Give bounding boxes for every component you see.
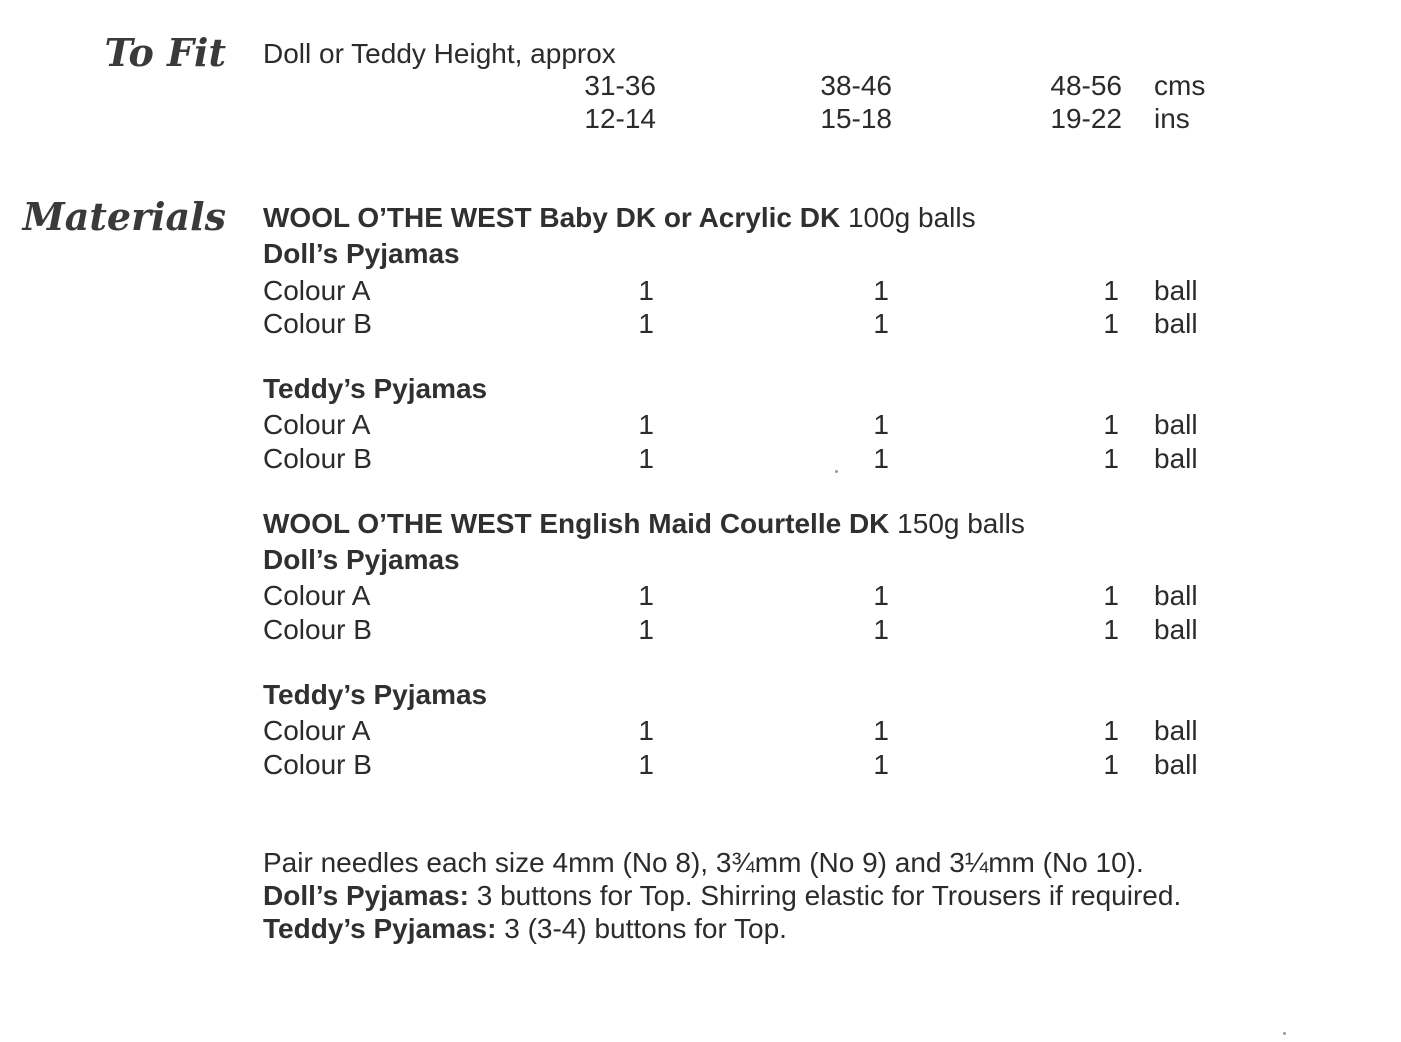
size-in-2: 15-18 <box>820 103 892 134</box>
yarn2-teddy-b-label: Colour B <box>263 749 372 780</box>
yarn2-teddy-b-v2: 1 <box>873 749 889 780</box>
yarn2-doll-b-v3: 1 <box>1103 614 1119 645</box>
yarn2-teddy-a-v3: 1 <box>1103 715 1119 746</box>
size-in-3: 19-22 <box>1050 103 1122 134</box>
yarn1-doll-b-v3: 1 <box>1103 308 1119 339</box>
materials-heading: Materials <box>22 194 226 239</box>
yarn2-teddy-a-unit: ball <box>1154 715 1198 746</box>
yarn2-doll-a-unit: ball <box>1154 580 1198 611</box>
yarn1-teddy-b-v3: 1 <box>1103 443 1119 474</box>
yarn1-weight: 100g balls <box>840 202 976 233</box>
yarn2-doll-a-v1: 1 <box>638 580 654 611</box>
unit-cm: cms <box>1154 70 1206 101</box>
doll-buttons-note <box>263 882 1181 910</box>
yarn1-teddy-title: Teddy’s Pyjamas <box>263 373 488 404</box>
yarn1-doll-a-label: Colour A <box>263 275 371 306</box>
yarn1-teddy-b-v1: 1 <box>638 443 654 474</box>
yarn1-teddy-a-unit: ball <box>1154 409 1198 440</box>
yarn1-teddy-a-v3: 1 <box>1103 409 1119 440</box>
yarn2-doll-a-label: Colour A <box>263 580 371 611</box>
yarn2-doll-a-v2: 1 <box>873 580 889 611</box>
to-fit-heading: To Fit <box>104 30 226 75</box>
to-fit-subtitle: Doll or Teddy Height, approx <box>263 38 616 69</box>
scan-speck <box>1283 1032 1286 1035</box>
yarn2-teddy-b-v1: 1 <box>638 749 654 780</box>
yarn2-doll-b-unit: ball <box>1154 614 1198 645</box>
yarn2-title <box>263 510 1025 538</box>
yarn1-teddy-a-v2: 1 <box>873 409 889 440</box>
scan-speck <box>835 470 838 473</box>
yarn2-teddy-b-v3: 1 <box>1103 749 1119 780</box>
yarn1-doll-title: Doll’s Pyjamas <box>263 238 460 269</box>
teddy-buttons-text: 3 (3-4) buttons for Top. <box>496 913 787 944</box>
yarn1-doll-b-v2: 1 <box>873 308 889 339</box>
yarn1-doll-b-v1: 1 <box>638 308 654 339</box>
yarn2-weight: 150g balls <box>889 508 1025 539</box>
yarn1-teddy-b-v2: 1 <box>873 443 889 474</box>
yarn2-teddy-a-v2: 1 <box>873 715 889 746</box>
doll-buttons-label: Doll’s Pyjamas: <box>263 880 469 911</box>
yarn1-doll-b-unit: ball <box>1154 308 1198 339</box>
doll-buttons-text: 3 buttons for Top. Shirring elastic for Trousers if required. <box>468 880 1182 911</box>
needles-note: Pair needles each size 4mm (No 8), 3¾mm (No 9) and 3¼mm (No 10). <box>263 847 1144 878</box>
yarn1-doll-a-v3: 1 <box>1103 275 1119 306</box>
yarn1-teddy-a-label: Colour A <box>263 409 371 440</box>
yarn2-doll-a-v3: 1 <box>1103 580 1119 611</box>
teddy-buttons-label: Teddy’s Pyjamas: <box>263 913 497 944</box>
yarn1-teddy-b-unit: ball <box>1154 443 1198 474</box>
yarn2-doll-b-v1: 1 <box>638 614 654 645</box>
yarn2-doll-b-label: Colour B <box>263 614 372 645</box>
yarn2-doll-b-v2: 1 <box>873 614 889 645</box>
unit-in: ins <box>1154 103 1190 134</box>
yarn2-doll-title: Doll’s Pyjamas <box>263 544 460 575</box>
yarn1-brand: WOOL O’THE WEST Baby DK or Acrylic DK <box>263 202 841 233</box>
yarn1-teddy-a-v1: 1 <box>638 409 654 440</box>
yarn2-teddy-a-v1: 1 <box>638 715 654 746</box>
yarn1-title <box>263 204 976 232</box>
yarn1-doll-b-label: Colour B <box>263 308 372 339</box>
size-cm-2: 38-46 <box>820 70 892 101</box>
size-in-1: 12-14 <box>584 103 656 134</box>
yarn1-doll-a-v2: 1 <box>873 275 889 306</box>
yarn2-brand: WOOL O’THE WEST English Maid Courtelle DK <box>263 508 890 539</box>
yarn2-teddy-a-label: Colour A <box>263 715 371 746</box>
yarn2-teddy-title: Teddy’s Pyjamas <box>263 679 488 710</box>
yarn1-doll-a-unit: ball <box>1154 275 1198 306</box>
yarn1-teddy-b-label: Colour B <box>263 443 372 474</box>
yarn2-teddy-b-unit: ball <box>1154 749 1198 780</box>
size-cm-1: 31-36 <box>584 70 656 101</box>
size-cm-3: 48-56 <box>1050 70 1122 101</box>
yarn1-doll-a-v1: 1 <box>638 275 654 306</box>
teddy-buttons-note <box>263 915 787 943</box>
